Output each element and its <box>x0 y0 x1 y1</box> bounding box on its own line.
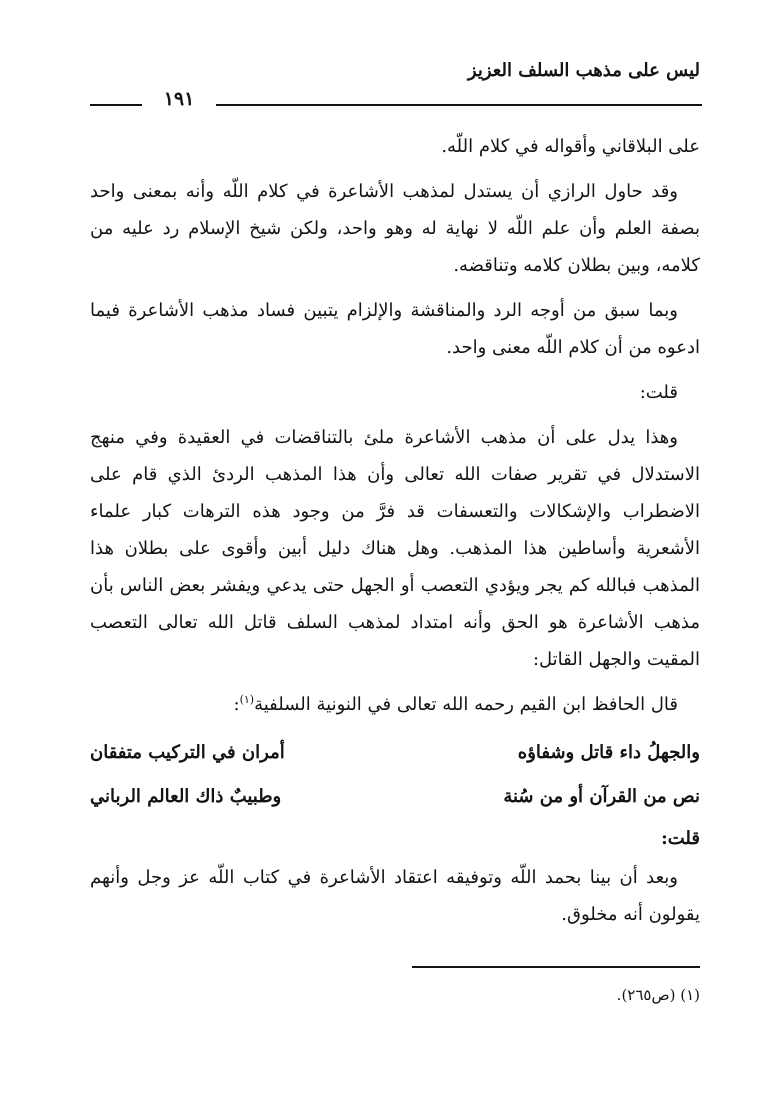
footnote-reference: (١) <box>239 693 255 706</box>
qult-label: قلت: <box>639 382 678 403</box>
paragraph: وقد حاول الرازي أن يستدل لمذهب الأشاعرة في كلام اللّه وأنه بمعنى واحد بصفة العلم وأن علم اللّه لا نهاية له وهو واحد، ولكن شيخ الإسلام رد عليه من كلامه، وبين بطلان كلامه وتناقضه. <box>90 181 700 276</box>
first-hemistich: نص من القرآن أو من سُنة <box>503 786 700 807</box>
body-text <box>90 128 700 941</box>
second-hemistich: وطبيبٌ ذاك العالم الرباني <box>90 786 282 807</box>
running-title: ليس على مذهب السلف العزيز <box>467 60 700 81</box>
qult-heading: قلت: <box>661 828 700 849</box>
second-hemistich: أمران في التركيب متفقان <box>90 742 285 763</box>
first-hemistich: والجهلُ داء قاتل وشفاؤه <box>517 742 700 763</box>
poem-verse <box>90 731 700 775</box>
header-rule <box>216 104 702 106</box>
paragraph: على البلاقاني وأقواله في كلام اللّه. <box>441 136 700 157</box>
paragraph: وهذا يدل على أن مذهب الأشاعرة ملئ بالتناقضات في العقيدة وفي منهج الاستدلال في تقرير صفات الله تعالى وأن هذا المذهب الردئ الذي قام على الاضطراب والإشكالات والتعسفات قد فرَّ من وجود هذه الترهات كبار علماء الأشعرية وأساطين هذا المذهب. وهل هناك دليل أبين وأقوى على بطلان هذا المذهب فبالله كم يجر ويؤدي التعصب أو الجهل حتى يدعي ويفشر بعض الناس بأن مذهب الأشاعرة هو الحق وأنه امتداد لمذهب السلف قاتل الله تعالى التعصب المقيت والجهل القاتل: <box>90 427 700 670</box>
paragraph: وبما سبق من أوجه الرد والمناقشة والإلزام يتبين فساد مذهب الأشاعرة فيما ادعوه من أن كلام اللّه معنى واحد. <box>90 300 700 358</box>
poem-intro-colon: : <box>233 694 240 715</box>
page-number: ١٩١ <box>163 88 195 110</box>
poem-intro <box>90 686 700 723</box>
footnote-rule <box>412 966 700 968</box>
header-rule-short <box>90 104 142 106</box>
poem <box>90 731 700 819</box>
poem-verse <box>90 775 700 819</box>
closing-paragraph: وبعد أن بينا بحمد اللّه وتوفيقه اعتقاد الأشاعرة في كتاب اللّه عز وجل وأنهم يقولون أنه مخلوق. <box>90 867 700 925</box>
poem-intro-text: قال الحافظ ابن القيم رحمه الله تعالى في النونية السلفية <box>254 694 678 715</box>
footnote: (١) (ص٢٦٥). <box>616 986 700 1004</box>
